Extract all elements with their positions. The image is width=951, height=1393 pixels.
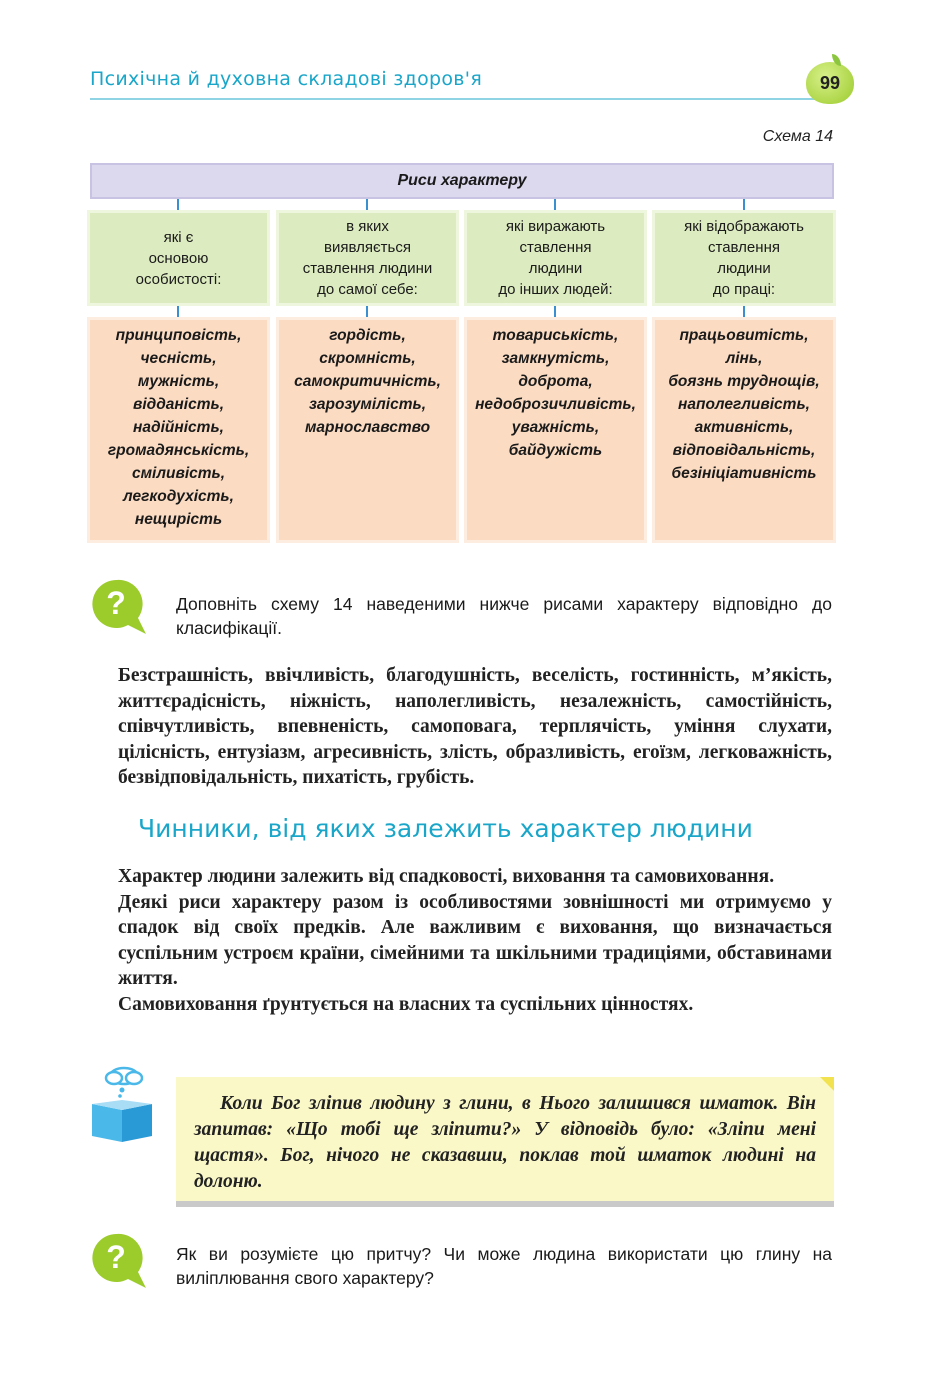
trait-item: працьовитість, xyxy=(679,327,809,344)
connector-line xyxy=(554,306,556,317)
trait-item: самокритичність, xyxy=(294,373,441,390)
trait-item: товариськість, xyxy=(492,327,619,344)
page-number: 99 xyxy=(819,72,841,93)
trait-item: чесність, xyxy=(140,350,217,367)
trait-item: мужність, xyxy=(137,373,220,390)
trait-item: відповідальність, xyxy=(672,442,816,459)
question-text: Як ви розумієте цю притчу? Чи може людина використати цю глину на виліплювання свого характеру? xyxy=(176,1244,832,1288)
trait-item: зарозумілість, xyxy=(308,396,427,413)
connector-line xyxy=(554,199,556,210)
trait-item: сміливість, xyxy=(131,465,226,482)
body-text xyxy=(118,864,832,1017)
traits-box-attitude-to-self xyxy=(276,317,459,543)
svg-text:?: ? xyxy=(106,585,126,621)
trait-item: недоброзичливість, xyxy=(475,396,636,413)
paragraph: Деякі риси характеру разом із особливостями зовнішності ми отримуємо у спадок від своїх предків. Але важливим є виховання, що визначається суспільним устроєм країни, сімейними та шкільними традиціями, обставинами життя. xyxy=(118,891,832,989)
trait-item: безініціативність xyxy=(671,465,817,482)
apple-leaf-icon xyxy=(832,54,841,66)
page-number-badge xyxy=(806,62,854,104)
trait-item: доброта, xyxy=(518,373,593,390)
trait-item: нещирість xyxy=(134,511,223,528)
paragraph: Характер людини залежить від спадковості, виховання та самовиховання. xyxy=(118,866,775,887)
trait-item: легкодухість, xyxy=(123,488,234,505)
category-box-attitude-to-others: які виражають ставлення людини до інших людей: xyxy=(464,210,647,306)
trait-item: уважність, xyxy=(511,419,600,436)
connector-line xyxy=(177,306,179,317)
parable-quote-box xyxy=(176,1077,834,1207)
category-box-attitude-to-work: які відображають ставлення людини до праці: xyxy=(652,210,836,306)
connector-line xyxy=(743,306,745,317)
connector-line xyxy=(177,199,179,210)
svg-text:?: ? xyxy=(106,1239,126,1275)
trait-item: принциповість, xyxy=(115,327,242,344)
category-box-personality-basis: які є основою особистості: xyxy=(87,210,270,306)
paragraph: Самовиховання ґрунтується на власних та суспільних цінностях. xyxy=(118,993,694,1015)
trait-item: боязнь труднощів, xyxy=(668,373,820,390)
trait-item: відданість, xyxy=(132,396,225,413)
book-icon xyxy=(86,1062,160,1144)
trait-item: громадянськість, xyxy=(107,442,250,459)
question-icon xyxy=(88,576,148,636)
header-divider xyxy=(90,98,820,100)
traits-box-personality-basis xyxy=(87,317,270,543)
corner-fold xyxy=(820,1077,834,1091)
question-text: Доповніть схему 14 наведеними нижче рисами характеру відповідно до класифікації. xyxy=(176,594,832,638)
section-heading: Чинники, від яких залежить характер людини xyxy=(138,814,753,843)
trait-item: гордість, xyxy=(329,327,406,344)
connector-line xyxy=(366,306,368,317)
running-header-title: Психічна й духовна складові здоров'я xyxy=(90,68,483,90)
scheme-title: Риси характеру xyxy=(90,163,834,199)
trait-item: лінь, xyxy=(725,350,763,367)
traits-box-attitude-to-work xyxy=(652,317,836,543)
trait-item: активність, xyxy=(694,419,794,436)
trait-item: скромність, xyxy=(319,350,416,367)
question-icon xyxy=(88,1230,148,1290)
trait-item: марнославство xyxy=(304,419,431,436)
trait-item: замкнутість, xyxy=(501,350,610,367)
trait-item: байдужість xyxy=(508,442,603,459)
connector-line xyxy=(743,199,745,210)
scheme-caption: Схема 14 xyxy=(762,128,833,145)
connector-line xyxy=(366,199,368,210)
category-box-attitude-to-self: в яких виявляється ставлення людини до самої себе: xyxy=(276,210,459,306)
trait-item: надійність, xyxy=(133,419,224,436)
traits-box-attitude-to-others xyxy=(464,317,647,543)
parable-text: Коли Бог зліпив людину з глини, в Нього залишився шматок. Він запитав: «Що тобі ще зліпити?» У відповідь було: «Зліпи мені щастя». Бог, нічого не сказавши, поклав той шматок людині на долоню. xyxy=(194,1093,816,1192)
traits-list-paragraph: Безстрашність, ввічливість, благодушність, веселість, гостинність, м’якість, життєрадісність, ніжність, наполегливість, незалежність, самостійність, співчутливість, впевненість, самоповага, терплячість, уміння слухати, цілісність, ентузіазм, агресивність, злість, образливість, егоїзм, легковажність, безвідповідальність, пихатість, грубість. xyxy=(118,665,832,788)
trait-item: наполегливість, xyxy=(678,396,810,413)
